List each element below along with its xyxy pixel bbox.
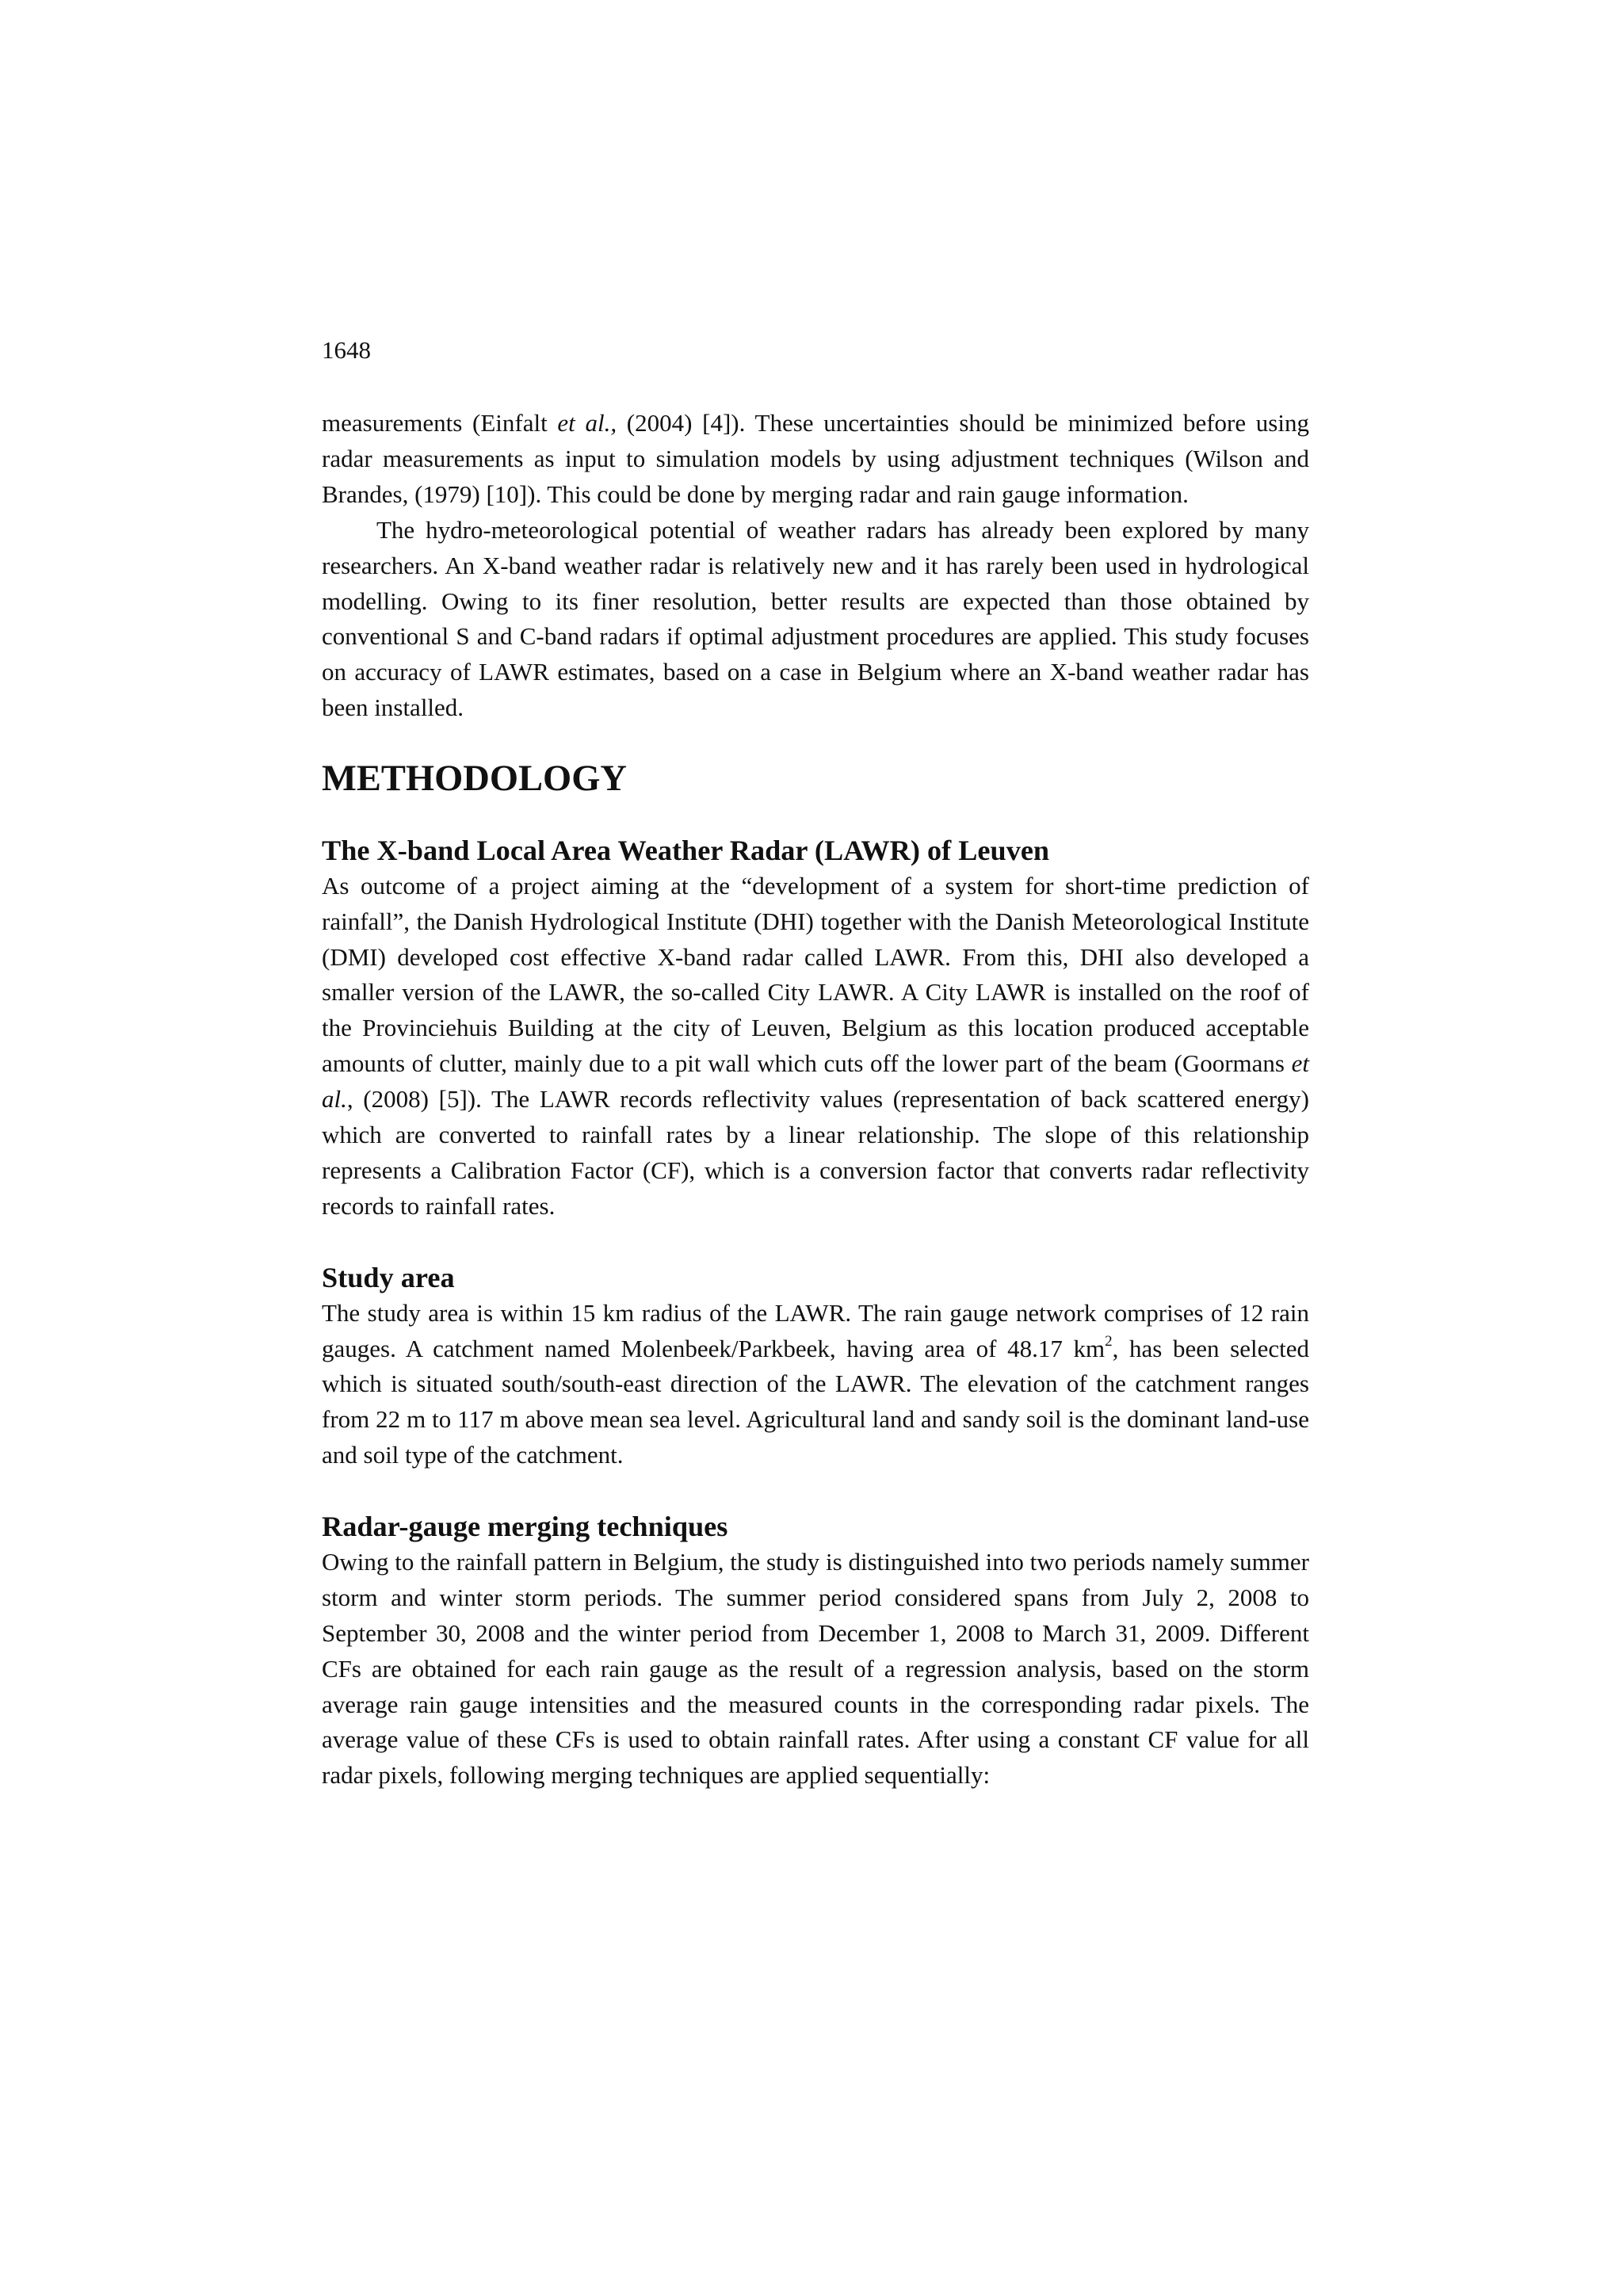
page-number: 1648	[322, 336, 371, 364]
lawr-citation-italic: et al.	[322, 1049, 1309, 1114]
study-area-paragraph	[322, 1296, 1309, 1474]
intro-paragraph-2: The hydro-meteorological potential of weather radars has already been explored by many researchers. An X-band weather radar is relatively new and it has rarely been used in hydrological modelling. Owing to its finer resolution, better results are expected than those obtained by conventional S and C-band radars if optimal adjustment procedures are applied. This study focuses on accuracy of LAWR estimates, based on a case in Belgium where an X-band weather radar has been installed.	[322, 515, 1309, 722]
merging-paragraph: Owing to the rainfall pattern in Belgium, the study is distinguished into two periods namely summer storm and winter storm periods. The summer period considered spans from July 2, 2008 to September 30, 2008 and the winter period from December 1, 2008 to March 31, 2009. Different CFs are obtained for each rain gauge as the result of a regression analysis, based on the storm average rain gauge intensities and the measured counts in the corresponding radar pixels. The average value of these CFs is used to obtain rainfall rates. After using a constant CF value for all radar pixels, following merging techniques are applied sequentially:	[322, 1547, 1309, 1790]
intro-p1-text-a: measurements (Einfalt	[322, 409, 558, 437]
study-area-text-a: The study area is within 15 km radius of the LAWR. The rain gauge network comprises of 12 rain gauges. A catchment named Molenbeek/Parkbeek, having area of 48.17 km	[322, 1298, 1309, 1362]
lawr-text-a: As outcome of a project aiming at the “development of a system for short-time prediction of rainfall”, the Danish Hydrological Institute (DHI) together with the Danish Meteorological Institute (DMI) developed cost effective X-band radar called LAWR. From this, DHI also developed a smaller version of the LAWR, the so-called City LAWR. A City LAWR is installed on the roof of the Provinciehuis Building at the city of Leuven, Belgium as this location produced acceptable amounts of clutter, mainly due to a pit wall which cuts off the lower part of the beam (Goormans	[322, 871, 1309, 1078]
methodology-heading: METHODOLOGY	[322, 758, 627, 800]
study-area-heading: Study area	[322, 1261, 455, 1293]
intro-paragraph-1	[322, 406, 1309, 513]
body-text	[322, 406, 1309, 1794]
lawr-heading: The X-band Local Area Weather Radar (LAWR) of Leuven	[322, 834, 1050, 866]
lawr-text-c: , (2008) [5]). The LAWR records reflectivity values (representation of back scattered energy) which are converted to rainfall rates by a linear relationship. The slope of this relationship represents a Calibration Factor (CF), which is a conversion factor that converts radar reflectivity records to rainfall rates.	[322, 1085, 1309, 1220]
lawr-paragraph	[322, 869, 1309, 1224]
study-area-text-c: , has been selected which is situated south/south-east direction of the LAWR. The elevation of the catchment ranges from 22 m to 117 m above mean sea level. Agricultural land and sandy soil is the dominant land-use and soil type of the catchment.	[322, 1334, 1310, 1469]
intro-p1-citation-italic: et al.,	[557, 409, 617, 437]
area-unit-superscript: 2	[1105, 1333, 1113, 1350]
merging-heading: Radar-gauge merging techniques	[322, 1511, 728, 1543]
intro-p1-text-c: (2004) [4]). These uncertainties should be minimized before using radar measurements as input to simulation models by using adjustment techniques (Wilson and Brandes, (1979) [10]). This could be done by merging radar and rain gauge information.	[322, 409, 1309, 508]
